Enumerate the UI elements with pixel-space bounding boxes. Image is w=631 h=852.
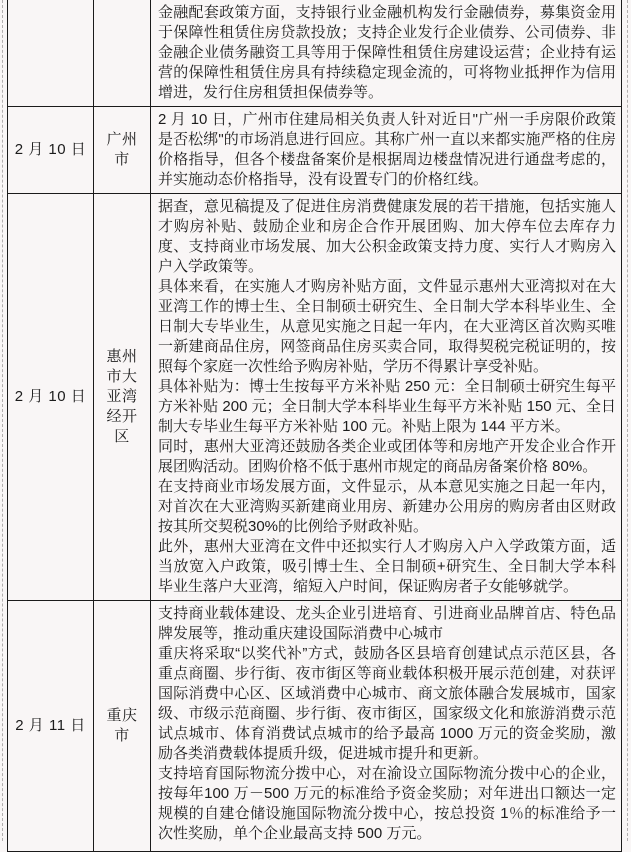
date-cell: 2 月 10 日 bbox=[8, 194, 94, 601]
city-cell: 广州市 bbox=[94, 107, 151, 194]
policy-text-cell bbox=[151, 601, 622, 852]
city-cell: 惠州市大亚湾经开区 bbox=[94, 194, 151, 601]
policy-paragraph: 金融配套政策方面，支持银行业金融机构发行金融债券，募集资金用于保障性租赁住房贷款投放；支持企业发行企业债券、公司债券、非金融企业债务融资工具等用于保障性租赁住房建设运营；企业持有运营的保障性租赁住房具有持续稳定现金流的，可将物业抵押作为信用增进，发行住房租赁担保债券等。 bbox=[158, 4, 616, 101]
table-row bbox=[8, 107, 622, 194]
date-cell bbox=[8, 0, 94, 107]
policy-paragraph: 此外，惠州大亚湾在文件中还拟实行人才购房入户入学政策方面，适当放宽入户政策，吸引博士生、全日制硕+研究生、全日制大学本科毕业生落户大亚湾，缩短入户时间，保证购房者子女能够就学。 bbox=[158, 538, 616, 595]
policy-table bbox=[7, 0, 622, 852]
policy-paragraph: 2 月 10 日，广州市住建局相关负责人针对近日"广州一手房限价政策是否松绑"的市场消息进行回应。其称广州一直以来都实施严格的住房价格指导，但各个楼盘备案价是根据周边楼盘情况进行通盘考虑的，并实施动态价格指导，没有设置专门的价格红线。 bbox=[158, 111, 616, 188]
date-cell: 2 月 11 日 bbox=[8, 601, 94, 852]
table-row bbox=[8, 601, 622, 852]
policy-text-cell bbox=[151, 0, 622, 107]
policy-paragraph: 支持培育国际物流分拨中心，对在渝设立国际物流分拨中心的企业，按每年100 万－500 万元的标准给予资金奖励；对年进出口额达一定规模的自建仓储设施国际物流分拨中心，按总投资 1％的标准给予一次性奖励，单个企业最高支持 500 万元。 bbox=[158, 765, 616, 842]
table-row bbox=[8, 0, 622, 107]
policy-paragraph: 具体补贴为：博士生按每平方米补贴 250 元：全日制硕士研究生每平方米补贴 200 元；全日制大学本科毕业生每平方米补贴 150 元、全日制大专毕业生每平方米补贴 100 元。补贴上限为 144 平方米。 bbox=[158, 378, 616, 435]
policy-paragraph: 据查，意见稿提及了促进住房消费健康发展的若干措施，包括实施人才购房补贴、鼓励企业和房企合作开展团购、加大停车位去库存力度、支持商业市场发展、加大公积金政策支持力度、实行人才购房入户入学政策等。 bbox=[158, 198, 616, 275]
policy-text-cell bbox=[151, 107, 622, 194]
city-cell bbox=[94, 0, 151, 107]
policy-paragraph: 同时，惠州大亚湾还鼓励各类企业或团体等和房地产开发企业合作开展团购活动。团购价格不低于惠州市规定的商品房备案价格 80%。 bbox=[158, 438, 616, 475]
policy-paragraph: 在支持商业市场发展方面，文件显示，从本意见实施之日起一年内，对首次在大亚湾购买新建商业用房、新建办公用房的购房者由区财政按其所交契税30%的比例给予财政补贴。 bbox=[158, 478, 616, 535]
policy-paragraph: 具体来看，在实施人才购房补贴方面，文件显示惠州大亚湾拟对在大亚湾工作的博士生、全日制硕士研究生、全日制大学本科毕业生、全日制大专毕业生，从意见实施之日起一年内，在大亚湾区首次购买唯一新建商品住房，网签商品住房买卖合同，取得契税完税证明的，按照每个家庭一次性给予购房补贴，学历不得累计享受补贴。 bbox=[158, 278, 616, 375]
policy-paragraph: 支持商业载体建设、龙头企业引进培育、引进商业品牌首店、特色品牌发展等，推动重庆建设国际消费中心城市 bbox=[158, 605, 616, 642]
policy-text-cell bbox=[151, 194, 622, 601]
table-row bbox=[8, 194, 622, 601]
city-cell: 重庆市 bbox=[94, 601, 151, 852]
page-boundary-left bbox=[2, 0, 3, 841]
policy-paragraph: 重庆将采取“以奖代补”方式，鼓励各区县培育创建试点示范区县，各重点商圈、步行街、夜市街区等商业载体积极开展示范创建，对获评国际消费中心区、区域消费中心城市、商文旅体融合发展城市，国家级、市级示范商圈、步行街、夜市街区，国家级文化和旅游消费示范试点城市、体育消费试点城市的给予最高 1000 万元的资金奖励，激励各类消费载体提质升级，促进城市提升和更新。 bbox=[158, 645, 616, 762]
date-cell: 2 月 10 日 bbox=[8, 107, 94, 194]
page-boundary-right bbox=[627, 0, 628, 841]
